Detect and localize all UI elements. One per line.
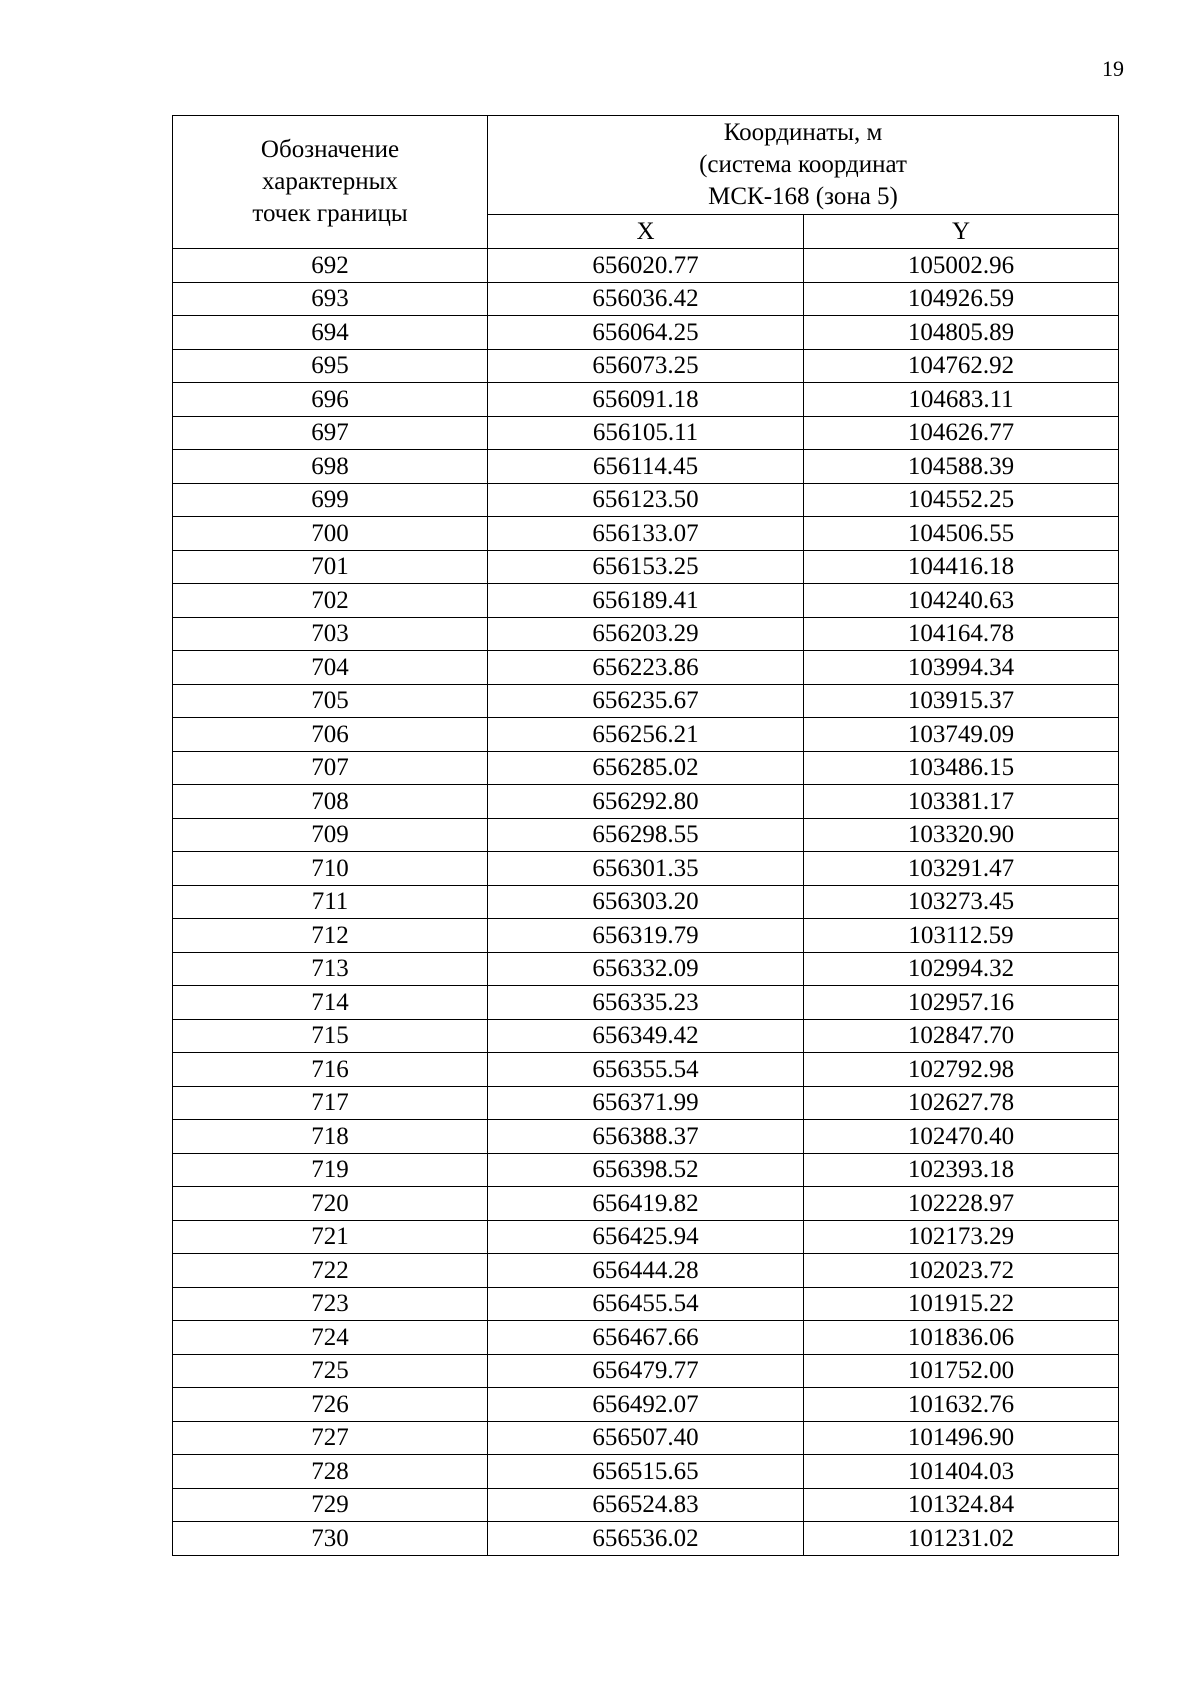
table-row	[173, 617, 1119, 651]
x-coordinate-cell: 656524.83	[488, 1488, 804, 1522]
table-row	[173, 885, 1119, 919]
point-number-cell: 724	[173, 1321, 488, 1355]
table-row	[173, 1287, 1119, 1321]
y-coordinate-cell: 101324.84	[804, 1488, 1119, 1522]
x-coordinate-cell: 656133.07	[488, 517, 804, 551]
point-number-cell: 699	[173, 483, 488, 517]
y-coordinate-cell: 102627.78	[804, 1086, 1119, 1120]
table-row	[173, 684, 1119, 718]
table-row	[173, 584, 1119, 618]
table-row	[173, 483, 1119, 517]
y-coordinate-cell: 101404.03	[804, 1455, 1119, 1489]
x-coordinate-cell: 656467.66	[488, 1321, 804, 1355]
point-number-cell: 703	[173, 617, 488, 651]
x-coordinate-cell: 656479.77	[488, 1354, 804, 1388]
x-coordinate-cell: 656398.52	[488, 1153, 804, 1187]
table-row	[173, 1086, 1119, 1120]
x-coordinate-cell: 656425.94	[488, 1220, 804, 1254]
y-coordinate-cell: 104926.59	[804, 282, 1119, 316]
table-row	[173, 1522, 1119, 1556]
y-coordinate-cell: 102994.32	[804, 952, 1119, 986]
y-coordinate-cell: 102173.29	[804, 1220, 1119, 1254]
point-number-cell: 719	[173, 1153, 488, 1187]
y-coordinate-cell: 105002.96	[804, 249, 1119, 283]
table-header	[173, 116, 1119, 249]
table-row	[173, 1388, 1119, 1422]
boundary-coordinates-table	[172, 115, 1119, 1556]
point-number-cell: 707	[173, 751, 488, 785]
point-number-cell: 708	[173, 785, 488, 819]
y-coordinate-cell: 102792.98	[804, 1053, 1119, 1087]
table-row	[173, 1421, 1119, 1455]
point-number-cell: 725	[173, 1354, 488, 1388]
point-number-cell: 721	[173, 1220, 488, 1254]
point-number-cell: 701	[173, 550, 488, 584]
point-number-cell: 695	[173, 349, 488, 383]
x-coordinate-cell: 656123.50	[488, 483, 804, 517]
header-coordinates-line: МСК-168 (зона 5)	[708, 183, 898, 210]
page-number: 19	[1102, 56, 1124, 81]
point-number-cell: 705	[173, 684, 488, 718]
x-coordinate-cell: 656223.86	[488, 651, 804, 685]
point-number-cell: 706	[173, 718, 488, 752]
x-coordinate-cell: 656507.40	[488, 1421, 804, 1455]
y-coordinate-cell: 104240.63	[804, 584, 1119, 618]
point-number-cell: 715	[173, 1019, 488, 1053]
y-coordinate-cell: 104626.77	[804, 416, 1119, 450]
header-designation-line: Обозначение	[260, 136, 400, 163]
y-coordinate-cell: 101231.02	[804, 1522, 1119, 1556]
y-coordinate-cell: 102957.16	[804, 986, 1119, 1020]
y-coordinate-cell: 104683.11	[804, 383, 1119, 417]
y-coordinate-cell: 104762.92	[804, 349, 1119, 383]
table-row	[173, 1220, 1119, 1254]
y-coordinate-cell: 104552.25	[804, 483, 1119, 517]
x-coordinate-cell: 656256.21	[488, 718, 804, 752]
point-number-cell: 727	[173, 1421, 488, 1455]
table-row	[173, 1488, 1119, 1522]
header-coordinates-line: (система координат	[699, 151, 907, 178]
x-coordinate-cell: 656292.80	[488, 785, 804, 819]
header-coordinates-line: Координаты, м	[723, 119, 883, 146]
y-coordinate-cell: 103749.09	[804, 718, 1119, 752]
header-designation	[173, 116, 488, 249]
y-coordinate-cell: 102023.72	[804, 1254, 1119, 1288]
x-coordinate-cell: 656332.09	[488, 952, 804, 986]
table-row	[173, 751, 1119, 785]
table-row	[173, 1153, 1119, 1187]
point-number-cell: 704	[173, 651, 488, 685]
x-coordinate-cell: 656153.25	[488, 550, 804, 584]
table-row	[173, 450, 1119, 484]
x-coordinate-cell: 656105.11	[488, 416, 804, 450]
x-coordinate-cell: 656073.25	[488, 349, 804, 383]
y-coordinate-cell: 101496.90	[804, 1421, 1119, 1455]
point-number-cell: 700	[173, 517, 488, 551]
table-row	[173, 651, 1119, 685]
table-row	[173, 785, 1119, 819]
y-coordinate-cell: 101752.00	[804, 1354, 1119, 1388]
header-coordinates	[488, 116, 1119, 215]
x-coordinate-cell: 656301.35	[488, 852, 804, 886]
point-number-cell: 716	[173, 1053, 488, 1087]
point-number-cell: 709	[173, 818, 488, 852]
point-number-cell: 693	[173, 282, 488, 316]
table-row	[173, 919, 1119, 953]
y-coordinate-cell: 102393.18	[804, 1153, 1119, 1187]
y-coordinate-cell: 103320.90	[804, 818, 1119, 852]
point-number-cell: 696	[173, 383, 488, 417]
table-row	[173, 718, 1119, 752]
y-coordinate-cell: 102847.70	[804, 1019, 1119, 1053]
point-number-cell: 702	[173, 584, 488, 618]
x-coordinate-cell: 656203.29	[488, 617, 804, 651]
point-number-cell: 730	[173, 1522, 488, 1556]
x-coordinate-cell: 656455.54	[488, 1287, 804, 1321]
x-coordinate-cell: 656036.42	[488, 282, 804, 316]
x-coordinate-cell: 656371.99	[488, 1086, 804, 1120]
table-row	[173, 1187, 1119, 1221]
table-row	[173, 1019, 1119, 1053]
point-number-cell: 697	[173, 416, 488, 450]
y-coordinate-cell: 103915.37	[804, 684, 1119, 718]
point-number-cell: 692	[173, 249, 488, 283]
point-number-cell: 728	[173, 1455, 488, 1489]
point-number-cell: 717	[173, 1086, 488, 1120]
table-body	[173, 249, 1119, 1556]
point-number-cell: 698	[173, 450, 488, 484]
x-coordinate-cell: 656235.67	[488, 684, 804, 718]
y-coordinate-cell: 101915.22	[804, 1287, 1119, 1321]
y-coordinate-cell: 104164.78	[804, 617, 1119, 651]
point-number-cell: 712	[173, 919, 488, 953]
x-coordinate-cell: 656492.07	[488, 1388, 804, 1422]
y-coordinate-cell: 101836.06	[804, 1321, 1119, 1355]
table-row	[173, 818, 1119, 852]
y-coordinate-cell: 103486.15	[804, 751, 1119, 785]
x-coordinate-cell: 656298.55	[488, 818, 804, 852]
table-row	[173, 349, 1119, 383]
table-row	[173, 852, 1119, 886]
table-row	[173, 1321, 1119, 1355]
x-coordinate-cell: 656020.77	[488, 249, 804, 283]
table-row	[173, 952, 1119, 986]
table-row	[173, 1455, 1119, 1489]
table-row	[173, 1053, 1119, 1087]
header-x: X	[488, 215, 804, 249]
header-designation-line: точек границы	[252, 200, 408, 227]
table-row	[173, 416, 1119, 450]
x-coordinate-cell: 656285.02	[488, 751, 804, 785]
table-row	[173, 249, 1119, 283]
x-coordinate-cell: 656091.18	[488, 383, 804, 417]
y-coordinate-cell: 104805.89	[804, 316, 1119, 350]
y-coordinate-cell: 103381.17	[804, 785, 1119, 819]
y-coordinate-cell: 103994.34	[804, 651, 1119, 685]
table-row	[173, 986, 1119, 1020]
table-row	[173, 1120, 1119, 1154]
point-number-cell: 694	[173, 316, 488, 350]
point-number-cell: 726	[173, 1388, 488, 1422]
y-coordinate-cell: 103273.45	[804, 885, 1119, 919]
y-coordinate-cell: 104416.18	[804, 550, 1119, 584]
x-coordinate-cell: 656114.45	[488, 450, 804, 484]
y-coordinate-cell: 103112.59	[804, 919, 1119, 953]
point-number-cell: 714	[173, 986, 488, 1020]
y-coordinate-cell: 104588.39	[804, 450, 1119, 484]
x-coordinate-cell: 656349.42	[488, 1019, 804, 1053]
header-designation-line: характерных	[262, 168, 398, 195]
table-row	[173, 282, 1119, 316]
x-coordinate-cell: 656536.02	[488, 1522, 804, 1556]
x-coordinate-cell: 656515.65	[488, 1455, 804, 1489]
x-coordinate-cell: 656388.37	[488, 1120, 804, 1154]
table-row	[173, 383, 1119, 417]
x-coordinate-cell: 656189.41	[488, 584, 804, 618]
x-coordinate-cell: 656355.54	[488, 1053, 804, 1087]
y-coordinate-cell: 102228.97	[804, 1187, 1119, 1221]
y-coordinate-cell: 102470.40	[804, 1120, 1119, 1154]
point-number-cell: 713	[173, 952, 488, 986]
y-coordinate-cell: 101632.76	[804, 1388, 1119, 1422]
point-number-cell: 710	[173, 852, 488, 886]
point-number-cell: 729	[173, 1488, 488, 1522]
table-row	[173, 316, 1119, 350]
point-number-cell: 718	[173, 1120, 488, 1154]
point-number-cell: 711	[173, 885, 488, 919]
table-row	[173, 550, 1119, 584]
table-row	[173, 1354, 1119, 1388]
x-coordinate-cell: 656444.28	[488, 1254, 804, 1288]
x-coordinate-cell: 656335.23	[488, 986, 804, 1020]
table-row	[173, 517, 1119, 551]
x-coordinate-cell: 656064.25	[488, 316, 804, 350]
x-coordinate-cell: 656419.82	[488, 1187, 804, 1221]
x-coordinate-cell: 656319.79	[488, 919, 804, 953]
point-number-cell: 722	[173, 1254, 488, 1288]
y-coordinate-cell: 104506.55	[804, 517, 1119, 551]
table-row	[173, 1254, 1119, 1288]
header-y: Y	[804, 215, 1119, 249]
point-number-cell: 723	[173, 1287, 488, 1321]
x-coordinate-cell: 656303.20	[488, 885, 804, 919]
point-number-cell: 720	[173, 1187, 488, 1221]
y-coordinate-cell: 103291.47	[804, 852, 1119, 886]
